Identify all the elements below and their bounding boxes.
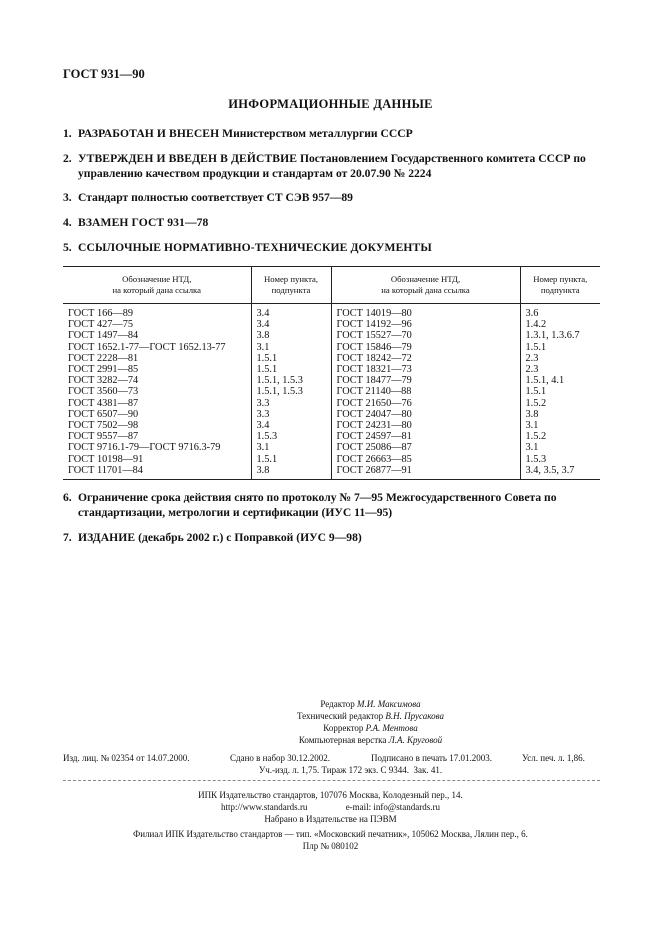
ntd-cell: ГОСТ 18242—72	[331, 353, 520, 364]
item-lead: ССЫЛОЧНЫЕ НОРМАТИВНО-ТЕХНИЧЕСКИЕ ДОКУМЕНТЫ	[78, 241, 432, 254]
item-text: Стандарт полностью соответствует СТ СЭВ 957—89	[78, 191, 353, 204]
typeset-note: Набрано в Издательстве на ПЭВМ	[264, 814, 397, 824]
item-lead: ИЗДАНИЕ	[78, 531, 136, 544]
ntd-cell: ГОСТ 18321—73	[331, 364, 520, 375]
clause-cell: 3.8	[251, 330, 331, 341]
ntd-cell: ГОСТ 11701—84	[63, 465, 251, 480]
clause-cell: 1.5.1, 4.1	[520, 375, 600, 386]
table-row	[63, 465, 600, 480]
clause-cell: 1.5.1	[251, 353, 331, 364]
ntd-cell: ГОСТ 427—75	[68, 319, 134, 331]
clause-cell: 3.4	[251, 319, 331, 330]
column-header-clause-right: Номер пункта, подпункта	[520, 267, 600, 304]
email-link[interactable]: e-mail: info@standards.ru	[345, 802, 440, 812]
clause-cell: 3.3	[251, 409, 331, 420]
ntd-cell: ГОСТ 24231—80	[331, 420, 520, 431]
clause-cell: 3.1	[251, 442, 331, 453]
table-row	[63, 398, 600, 409]
table-row	[63, 342, 600, 353]
info-item-2	[63, 151, 603, 181]
website-link[interactable]: http://www.standards.ru	[221, 802, 308, 812]
item-text: Ограничение срока действия снято по протоколу № 7—95 Межгосударственного Совета по стандартизации, метрологии и сертификации (ИУС 11—95)	[78, 491, 557, 519]
clause-cell: 3.4, 3.5, 3.7	[520, 465, 600, 480]
table-row	[63, 442, 600, 453]
ntd-cell: ГОСТ 25086—87	[331, 442, 520, 453]
item-number: 7.	[63, 531, 72, 544]
clause-cell: 1.4.2	[520, 319, 600, 330]
ntd-cell: ГОСТ 15846—79	[331, 342, 520, 353]
clause-cell: 1.3.1, 1.3.6.7	[520, 330, 600, 341]
ntd-cell: ГОСТ 1652.1-77—ГОСТ 1652.13-77	[68, 341, 226, 353]
table-row	[63, 319, 600, 330]
clause-cell: 1.5.1	[520, 386, 600, 397]
table-row	[63, 304, 600, 320]
table-row	[63, 364, 600, 375]
clause-cell: 1.5.1	[520, 342, 600, 353]
clause-cell: 3.8	[520, 409, 600, 420]
item-number: 6.	[63, 491, 72, 504]
ntd-cell: ГОСТ 24597—81	[331, 431, 520, 442]
clause-cell: 3.1	[251, 342, 331, 353]
credit-layout: Компьютерная верстка Л.А. Круговой	[298, 735, 443, 745]
ntd-cell: ГОСТ 9557—87	[68, 431, 139, 443]
ntd-cell: ГОСТ 24047—80	[331, 409, 520, 420]
ntd-cell: ГОСТ 14192—96	[331, 319, 520, 330]
signed-to-print: Подписано в печать 17.01.2003.	[371, 753, 493, 763]
clause-cell: 1.5.1	[251, 454, 331, 465]
clause-cell: 2.3	[520, 353, 600, 364]
clause-cell: 1.5.1	[251, 364, 331, 375]
ntd-cell: ГОСТ 10198—91	[68, 453, 144, 465]
section-title: ИНФОРМАЦИОННЫЕ ДАННЫЕ	[228, 97, 433, 111]
clause-cell: 3.1	[520, 420, 600, 431]
clause-cell: 3.1	[520, 442, 600, 453]
table-row	[63, 454, 600, 465]
divider	[63, 780, 600, 781]
document-code: ГОСТ 931—90	[63, 67, 145, 81]
ntd-cell: ГОСТ 18477—79	[331, 375, 520, 386]
clause-cell: 3.4	[251, 420, 331, 431]
ntd-cell: ГОСТ 7502—98	[68, 420, 139, 432]
table-header-row	[63, 267, 600, 304]
table-row	[63, 330, 600, 341]
column-header-ntd-left: Обозначение НТД, на который дана ссылка	[63, 267, 251, 304]
publisher-info	[0, 789, 661, 852]
ntd-cell: ГОСТ 26877—91	[331, 465, 520, 480]
clause-cell: 1.5.3	[251, 431, 331, 442]
table-row	[63, 353, 600, 364]
item-text: Министерством металлургии СССР	[219, 127, 413, 140]
clause-cell: 3.8	[251, 465, 331, 480]
ntd-cell: ГОСТ 21650—76	[331, 398, 520, 409]
item-number: 5.	[63, 241, 72, 254]
clause-cell: 1.5.1, 1.5.3	[251, 375, 331, 386]
item-text: (декабрь 2002 г.) с Поправкой (ИУС 9—98)	[135, 531, 362, 544]
item-number: 2.	[63, 152, 72, 165]
sent-to-typeset: Сдано в набор 30.12.2002.	[230, 753, 331, 763]
imprint-credits	[0, 698, 661, 746]
ntd-cell: ГОСТ 166—89	[68, 308, 134, 319]
ntd-cell: ГОСТ 6507—90	[68, 408, 139, 420]
table-row	[63, 375, 600, 386]
column-header-clause-left: Номер пункта, подпункта	[251, 267, 331, 304]
clause-cell: 1.5.2	[520, 431, 600, 442]
clause-cell: 1.5.3	[520, 454, 600, 465]
ntd-cell: ГОСТ 2991—85	[68, 364, 139, 376]
license-text: Изд. лиц. № 02354 от 14.07.2000.	[63, 753, 190, 763]
table-row	[63, 386, 600, 397]
item-lead: ВЗАМЕН ГОСТ 931—78	[78, 216, 209, 229]
info-item-1	[63, 126, 603, 141]
branch-address: Филиал ИПК Издательство стандартов — тип. «Московский печатник», 105062 Москва, Лялин пер., 6.	[133, 829, 528, 839]
ntd-cell: ГОСТ 3560—73	[68, 386, 139, 398]
clause-cell: 2.3	[520, 364, 600, 375]
table-row	[63, 420, 600, 431]
references-table	[63, 266, 600, 480]
info-item-6	[63, 490, 603, 520]
ntd-cell: ГОСТ 9716.1-79—ГОСТ 9716.3-79	[68, 442, 221, 454]
info-item-5	[63, 240, 603, 255]
publisher-address: ИПК Издательство стандартов, 107076 Москва, Колодезный пер., 14.	[198, 790, 463, 800]
clause-cell: 3.3	[251, 398, 331, 409]
ntd-cell: ГОСТ 26663—85	[331, 454, 520, 465]
item-lead: УТВЕРЖДЕН И ВВЕДЕН В ДЕЙСТВИЕ	[78, 152, 298, 165]
publisher-contacts	[0, 801, 661, 813]
print-sheets: Усл. печ. л. 1,86.	[522, 753, 585, 763]
ntd-cell: ГОСТ 14019—80	[331, 304, 520, 320]
ntd-cell: ГОСТ 4381—87	[68, 397, 139, 409]
ntd-cell: ГОСТ 21140—88	[331, 386, 520, 397]
table-row	[63, 431, 600, 442]
clause-cell: 3.6	[520, 304, 600, 320]
printer-license: Плр № 080102	[302, 841, 359, 851]
credit-tech-editor: Технический редактор В.Н. Прусакова	[296, 711, 445, 721]
clause-cell: 1.5.2	[520, 398, 600, 409]
info-item-7	[63, 530, 603, 545]
item-number: 1.	[63, 127, 72, 140]
info-item-4	[63, 215, 603, 230]
info-item-3	[63, 190, 603, 205]
item-text: Постановлением Государственного комитета СССР по управлению качеством продукции и стандартам от 20.07.90 № 2224	[78, 152, 586, 180]
credit-editor: Редактор М.И. Максимова	[320, 699, 421, 709]
item-number: 4.	[63, 216, 72, 229]
credit-corrector: Корректор Р.А. Ментова	[323, 723, 418, 733]
table-row	[63, 409, 600, 420]
item-lead: РАЗРАБОТАН И ВНЕСЕН	[78, 127, 220, 140]
item-number: 3.	[63, 191, 72, 204]
column-header-ntd-right: Обозначение НТД, на который дана ссылка	[331, 267, 520, 304]
ntd-cell: ГОСТ 15527—70	[331, 330, 520, 341]
ntd-cell: ГОСТ 1497—84	[68, 330, 139, 342]
clause-cell: 3.4	[251, 304, 331, 320]
clause-cell: 1.5.1, 1.5.3	[251, 386, 331, 397]
ntd-cell: ГОСТ 2228—81	[68, 352, 139, 364]
publishing-details: Уч.-изд. л. 1,75. Тираж 172 экз. С 9344. Зак. 41.	[258, 765, 443, 775]
ntd-cell: ГОСТ 3282—74	[68, 375, 139, 387]
